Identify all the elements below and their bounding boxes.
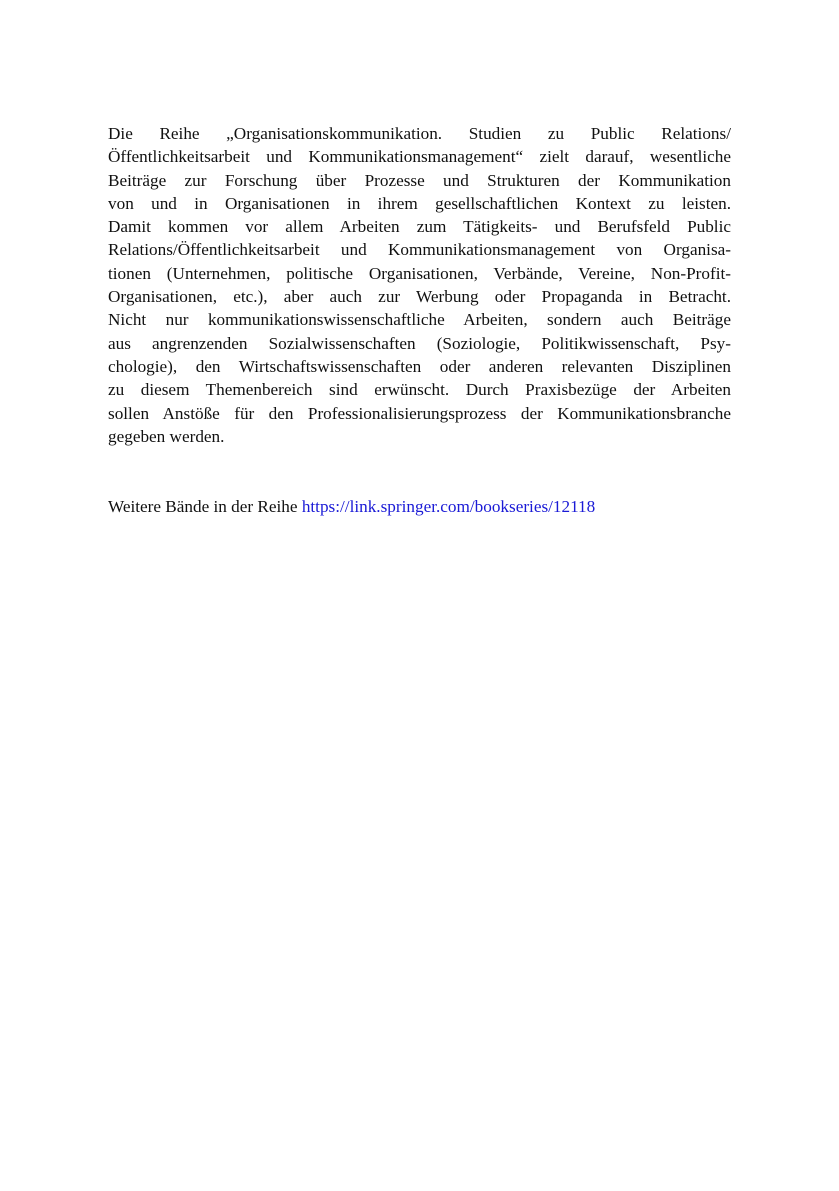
paragraph-line: chologie), den Wirtschaftswissenschaften oder anderen relevanten Disziplinen	[108, 356, 731, 376]
paragraph-line: aus angrenzenden Sozialwissenschaften (Soziologie, Politikwissenschaft, Psy-	[108, 333, 731, 353]
paragraph-line: zu diesem Themenbereich sind erwünscht. Durch Praxisbezüge der Arbeiten	[108, 380, 731, 400]
series-description-page	[108, 122, 731, 518]
paragraph-line: von und in Organisationen in ihrem gesellschaftlichen Kontext zu leisten.	[108, 193, 731, 213]
series-link[interactable]: https://link.springer.com/bookseries/12118	[301, 497, 596, 517]
paragraph-line: sollen Anstöße für den Professionalisierungsprozess der Kommunikationsbranche	[108, 403, 731, 423]
further-volumes	[108, 495, 731, 518]
paragraph-line: Relations/Öffentlichkeitsarbeit und Kommunikationsmanagement von Organisa-	[108, 240, 731, 260]
paragraph-line: tionen (Unternehmen, politische Organisationen, Verbände, Vereine, Non-Profit-	[108, 263, 731, 283]
paragraph-line: Damit kommen vor allem Arbeiten zum Tätigkeits- und Berufsfeld Public	[108, 217, 731, 237]
series-description-paragraph	[108, 122, 731, 448]
further-volumes-label: Weitere Bände in der Reihe	[108, 497, 298, 517]
paragraph-line: Öffentlichkeitsarbeit und Kommunikationsmanagement“ zielt darauf, wesentliche	[108, 147, 731, 167]
paragraph-line: Nicht nur kommunikationswissenschaftliche Arbeiten, sondern auch Beiträge	[108, 310, 731, 330]
paragraph-line: Organisationen, etc.), aber auch zur Werbung oder Propaganda in Betracht.	[108, 287, 731, 307]
paragraph-line: gegeben werden.	[108, 426, 225, 446]
paragraph-line: Die Reihe „Organisationskommunikation. Studien zu Public Relations/	[108, 124, 731, 143]
paragraph-line: Beiträge zur Forschung über Prozesse und Strukturen der Kommunikation	[108, 170, 731, 190]
